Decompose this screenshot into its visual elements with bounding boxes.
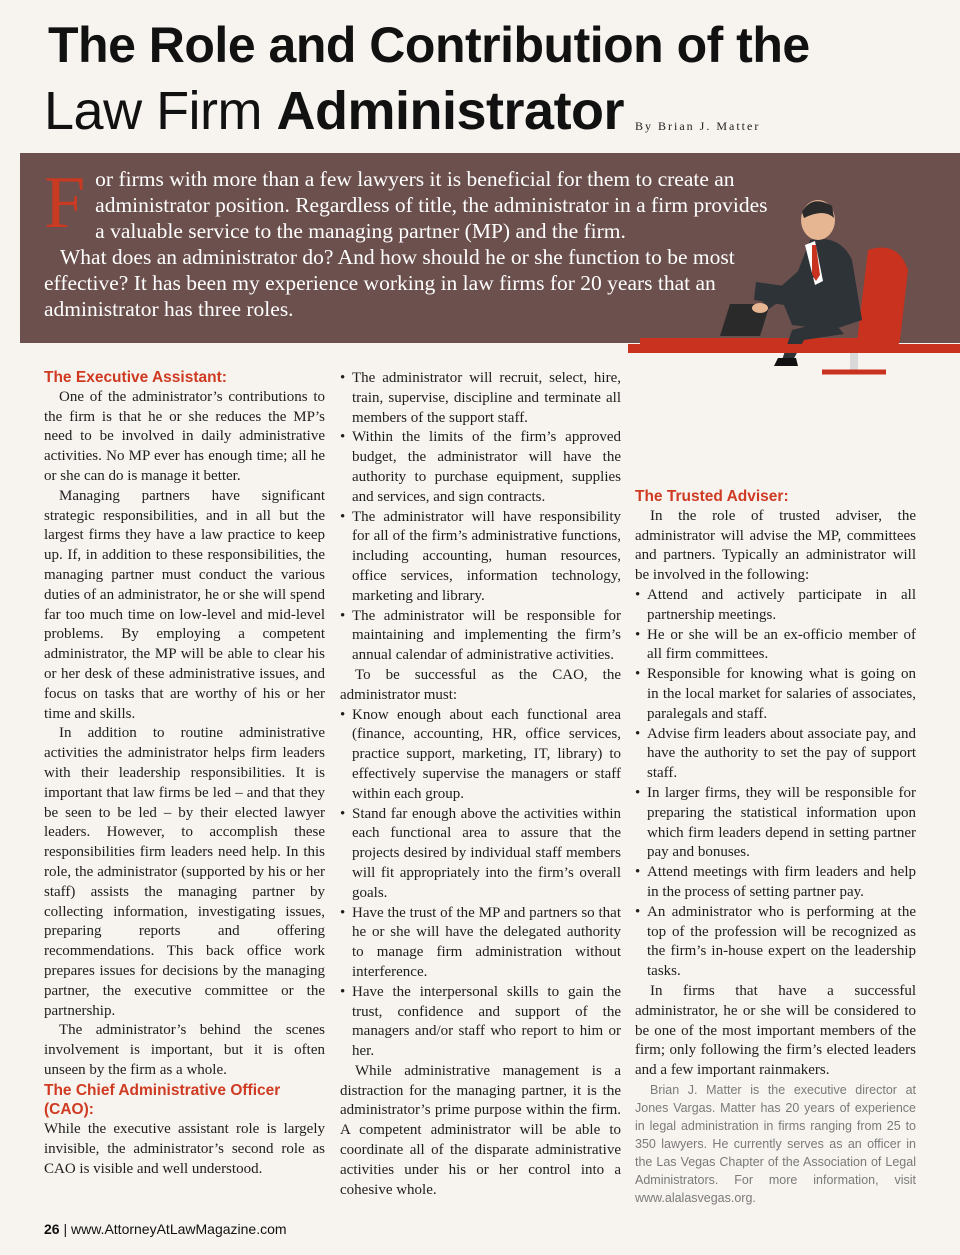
paragraph: While the executive assistant role is largely invisible, the administrator’s second role as CAO is visible and well understood. bbox=[44, 1121, 325, 1177]
paragraph: One of the administrator’s contributions to the firm is that he or she reduces the MP’s need to be involved in daily administrative activities. No MP ever has enough time; all he or she can do is manage it better. bbox=[44, 388, 325, 484]
footer-website: www.AttorneyAtLawMagazine.com bbox=[71, 1221, 287, 1237]
paragraph: To be successful as the CAO, the administrator must: bbox=[340, 666, 621, 703]
column-2 bbox=[340, 369, 621, 1200]
list-item: • Advise firm leaders about associate pay, and have the authority to set the pay of support staff. bbox=[635, 725, 916, 784]
footer-separator: | bbox=[59, 1221, 71, 1237]
heading-executive-assistant: The Executive Assistant: bbox=[44, 369, 227, 386]
list-item: • Attend and actively participate in all partnership meetings. bbox=[635, 586, 916, 626]
paragraph: While administrative management is a distraction for the managing partner, it is the administrator’s prime purpose within the firm. A competent administrator will be able to coordinate all of the disparate administrative activities under his or her control into a cohesive whole. bbox=[340, 1062, 621, 1198]
list-item: • Have the trust of the MP and partners so that he or she will have the delegated authority to manage firm administration without interference. bbox=[340, 904, 621, 983]
page-number: 26 bbox=[44, 1221, 60, 1237]
list-item: • Responsible for knowing what is going on in the local market for salaries of associates, paralegals and staff. bbox=[635, 665, 916, 724]
list-item: • He or she will be an ex-officio member of all firm committees. bbox=[635, 626, 916, 666]
list-item: • The administrator will have responsibility for all of the firm’s administrative functions, including accounting, human resources, office services, information technology, marketing and library. bbox=[340, 508, 621, 607]
column-3 bbox=[635, 487, 916, 1207]
paragraph: In addition to routine administrative activities the administrator helps firm leaders with their leadership responsibilities. It is important that law firms be led – and that they be seen to be led – by their elected lawyer leaders. However, to accomplish these responsibilities firm leaders need help. In this role, the administrator (supported by his or her staff) assists the managing partner by collecting information, investigating issues, preparing reports and offering recommendations. This back office work prepares issues for decisions by the managing partner, the executive committee or the partnership. bbox=[44, 725, 325, 1019]
list-item: • The administrator will be responsible for maintaining and implementing the firm’s annual calendar of administrative activities. bbox=[340, 607, 621, 666]
page-footer bbox=[44, 1221, 287, 1237]
list-item: • Know enough about each functional area (finance, accounting, HR, office services, practice support, marketing, IT, library) to effectively supervise the managers or staff within each group. bbox=[340, 706, 621, 805]
title-line-2 bbox=[44, 80, 624, 142]
paragraph: In firms that have a successful administrator, he or she will be considered to be one of the most important members of the firm; only following the firm’s elected leaders and a few important rainmakers. bbox=[635, 982, 916, 1079]
paragraph: In the role of trusted adviser, the administrator will advise the MP, committees and partners. Typically an administrator will be involved in the following: bbox=[635, 507, 916, 584]
list-item: • Have the interpersonal skills to gain the trust, confidence and support of the managers and/or staff who report to him or her. bbox=[340, 983, 621, 1062]
intro-paragraph-2: What does an administrator do? And how should he or she function to be most effective? It has been my experience working in law firms for 20 years that an administrator has three roles. bbox=[44, 245, 735, 321]
heading-cao: The Chief Administrative Officer (CAO): bbox=[44, 1081, 281, 1119]
heading-trusted-adviser: The Trusted Adviser: bbox=[635, 488, 789, 505]
title-bold: Administrator bbox=[276, 81, 625, 141]
list-item: • Within the limits of the firm’s approved budget, the administrator will have the authority to purchase equipment, supplies and services, and sign contracts. bbox=[340, 428, 621, 507]
author-bio: Brian J. Matter is the executive director at Jones Vargas. Matter has 20 years of experience in legal administration in firms ranging from 25 to 350 lawyers. He currently serves as an officer in the Las Vegas Chapter of the Association of Legal Administrators. For more information, visit www.alalasvegas.org. bbox=[635, 1082, 916, 1205]
column-1 bbox=[44, 368, 325, 1180]
bullet-list-duties bbox=[340, 369, 621, 666]
bullet-list-requirements bbox=[340, 706, 621, 1062]
paragraph: The administrator’s behind the scenes involvement is important, but it is often unseen by the firm as a whole. bbox=[44, 1022, 325, 1078]
byline: By Brian J. Matter bbox=[635, 119, 761, 133]
list-item: • Attend meetings with firm leaders and help in the process of setting partner pay. bbox=[635, 863, 916, 903]
intro-paragraph-1: or firms with more than a few lawyers it is beneficial for them to create an administrator position. Regardless of title, the administrator in a firm provides a valuable service to the managing partner (MP) and the firm. bbox=[95, 167, 768, 243]
title-line-1: The Role and Contribution of the bbox=[48, 17, 810, 73]
list-item: • The administrator will recruit, select, hire, train, supervise, discipline and terminate all members of the support staff. bbox=[340, 369, 621, 428]
dropcap: F bbox=[44, 162, 86, 244]
list-item: • An administrator who is performing at the top of the profession will be recognized as the firm’s in-house expert on the leadership tasks. bbox=[635, 903, 916, 982]
list-item: • Stand far enough above the activities within each functional area to assure that the projects desired by individual staff members will fit appropriately into the firm’s overall goals. bbox=[340, 805, 621, 904]
accent-rule bbox=[628, 344, 960, 353]
paragraph: Managing partners have significant strategic responsibilities, and in all but the largest firms they have a law practice to keep up. If, in addition to these responsibilities, the managing partner must conduct the various duties of an administrator, he or she will spend far too much time on low-level and mid-level problems. By employing a competent administrator, the MP will be able to clear his or her desk of these administrative issues, and focus on tasks that are worthy of his or her time and skills. bbox=[44, 487, 325, 722]
list-item: • In larger firms, they will be responsible for preparing the statistical information upon which firm leaders depend in setting partner pay and bonuses. bbox=[635, 784, 916, 863]
bullet-list-adviser bbox=[635, 586, 916, 982]
title-light: Law Firm bbox=[44, 81, 277, 141]
